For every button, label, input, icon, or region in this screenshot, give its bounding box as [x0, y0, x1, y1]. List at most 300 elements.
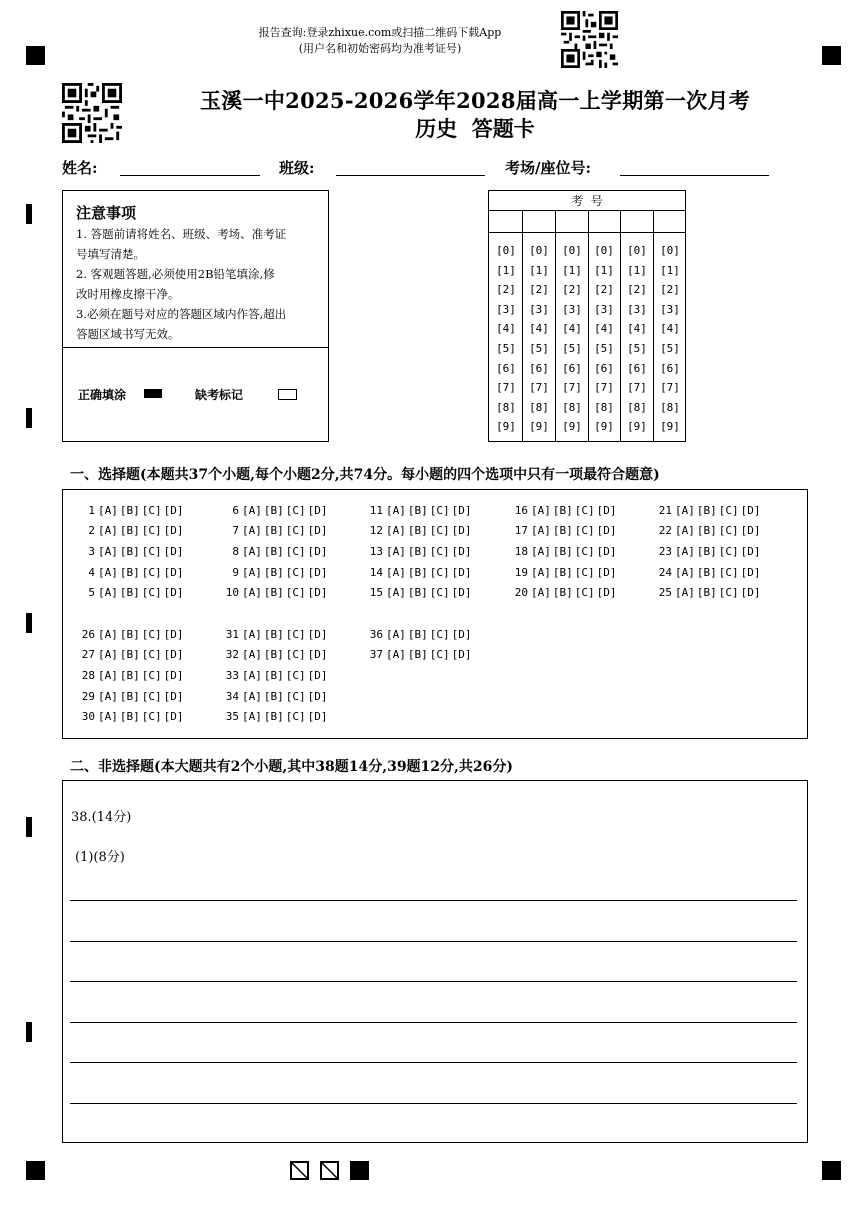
- option-bubble[interactable]: [B]: [263, 669, 284, 682]
- answer-line[interactable]: [70, 1103, 797, 1104]
- q38-label: 38.(14分): [71, 810, 132, 825]
- question-number: 34: [225, 690, 239, 703]
- option-bubble[interactable]: [C]: [285, 690, 306, 703]
- choice-question-row: [506, 586, 619, 600]
- option-bubble[interactable]: [D]: [740, 524, 761, 537]
- question-number: 31: [225, 628, 239, 641]
- question-number: 11: [369, 504, 383, 517]
- exam-digit-bubble[interactable]: [8]: [660, 400, 680, 414]
- exam-digit-bubble[interactable]: [0]: [627, 244, 647, 257]
- option-bubble[interactable]: [C]: [141, 545, 162, 558]
- seat-field[interactable]: [620, 175, 769, 176]
- option-bubble[interactable]: [B]: [696, 545, 717, 558]
- option-bubble[interactable]: [B]: [119, 504, 140, 517]
- option-bubble[interactable]: [C]: [574, 586, 595, 599]
- option-bubble[interactable]: [A]: [242, 586, 262, 599]
- exam-digit-bubble[interactable]: [1]: [562, 263, 582, 277]
- option-bubble[interactable]: [D]: [307, 524, 328, 537]
- choice-question-row: [217, 524, 330, 538]
- option-bubble[interactable]: [D]: [451, 545, 472, 558]
- question-number: 32: [225, 648, 239, 661]
- option-bubble[interactable]: [D]: [307, 545, 328, 558]
- option-bubble[interactable]: [A]: [98, 586, 118, 599]
- option-bubble[interactable]: [A]: [98, 628, 118, 641]
- exam-digit-bubble[interactable]: [4]: [660, 322, 680, 336]
- question-number: 14: [369, 566, 383, 579]
- option-bubble[interactable]: [C]: [141, 628, 162, 641]
- option-bubble[interactable]: [C]: [141, 648, 162, 661]
- exam-digit-bubble[interactable]: [9]: [562, 420, 582, 434]
- class-field[interactable]: [336, 175, 485, 176]
- question-number: 8: [232, 545, 239, 558]
- exam-digit-bubble[interactable]: [2]: [529, 283, 549, 297]
- option-bubble[interactable]: [C]: [574, 504, 595, 517]
- option-bubble[interactable]: [B]: [552, 586, 573, 599]
- option-bubble[interactable]: [B]: [407, 545, 428, 558]
- option-bubble[interactable]: [D]: [163, 586, 184, 599]
- option-bubble[interactable]: [C]: [141, 586, 162, 599]
- option-bubble[interactable]: [D]: [740, 545, 761, 558]
- option-bubble[interactable]: [A]: [242, 545, 262, 558]
- option-bubble[interactable]: [D]: [163, 504, 184, 517]
- option-bubble[interactable]: [A]: [386, 504, 406, 517]
- exam-digit-bubble[interactable]: [5]: [529, 341, 549, 355]
- question-number: 27: [81, 648, 95, 661]
- notice-title: 注意事项: [76, 204, 137, 222]
- option-bubble[interactable]: [B]: [552, 504, 573, 517]
- notice-item: 1. 答题前请将姓名、班级、考场、准考证: [76, 227, 287, 241]
- name-field[interactable]: [120, 175, 260, 176]
- exam-digit-column: [588, 241, 620, 437]
- question-number: 10: [225, 586, 239, 599]
- choice-question-row: [506, 504, 619, 518]
- exam-digit-bubble[interactable]: [7]: [594, 381, 614, 395]
- option-bubble[interactable]: [C]: [141, 690, 162, 703]
- option-bubble[interactable]: [C]: [718, 566, 739, 579]
- exam-digit-bubble[interactable]: [5]: [562, 341, 582, 355]
- option-bubble[interactable]: [A]: [531, 586, 551, 599]
- option-bubble[interactable]: [C]: [285, 586, 306, 599]
- option-bubble[interactable]: [B]: [263, 586, 284, 599]
- option-bubble[interactable]: [B]: [119, 524, 140, 537]
- question-number: 18: [514, 545, 528, 558]
- question-number: 25: [658, 586, 672, 599]
- option-bubble[interactable]: [C]: [285, 504, 306, 517]
- q38-answer-box: [62, 780, 808, 1143]
- option-bubble[interactable]: [D]: [163, 545, 184, 558]
- name-label: 姓名:: [62, 159, 98, 177]
- exam-digit-bubble[interactable]: [7]: [529, 381, 549, 395]
- answer-line[interactable]: [70, 1022, 797, 1023]
- option-bubble[interactable]: [B]: [119, 566, 140, 579]
- exam-digit-bubble[interactable]: [1]: [496, 263, 516, 277]
- option-bubble[interactable]: [D]: [307, 710, 328, 723]
- side-mark: [26, 817, 32, 837]
- option-bubble[interactable]: [C]: [141, 669, 162, 682]
- choice-question-row: [361, 586, 474, 600]
- question-number: 29: [81, 690, 95, 703]
- question-number: 15: [369, 586, 383, 599]
- exam-digit-bubble[interactable]: [5]: [594, 341, 614, 355]
- exam-digit-bubble[interactable]: [3]: [594, 302, 614, 316]
- notice-item: 2. 客观题答题,必须使用2B铅笔填涂,修: [76, 267, 275, 281]
- option-bubble[interactable]: [B]: [263, 504, 284, 517]
- qr-code-icon: [561, 11, 618, 68]
- option-bubble[interactable]: [A]: [386, 545, 406, 558]
- side-mark: [26, 613, 32, 633]
- option-bubble[interactable]: [A]: [98, 566, 118, 579]
- exam-digit-bubble[interactable]: [9]: [627, 420, 647, 434]
- option-bubble[interactable]: [A]: [675, 504, 695, 517]
- option-bubble[interactable]: [D]: [740, 586, 761, 599]
- option-bubble[interactable]: [A]: [386, 648, 406, 661]
- question-number: 19: [514, 566, 528, 579]
- answer-line[interactable]: [70, 900, 797, 901]
- exam-digit-bubble[interactable]: [0]: [594, 244, 614, 257]
- question-number: 2: [88, 524, 95, 537]
- account-hint: (用户名和初始密码均为准考证号): [298, 42, 462, 55]
- option-bubble[interactable]: [C]: [718, 504, 739, 517]
- option-bubble[interactable]: [C]: [141, 504, 162, 517]
- option-bubble[interactable]: [A]: [98, 669, 118, 682]
- option-bubble[interactable]: [D]: [307, 690, 328, 703]
- question-number: 23: [658, 545, 672, 558]
- exam-digit-bubble[interactable]: [1]: [627, 263, 647, 277]
- corner-mark-top-right: [822, 46, 841, 65]
- class-label: 班级:: [279, 159, 315, 177]
- option-bubble[interactable]: [D]: [451, 586, 472, 599]
- option-bubble[interactable]: [C]: [574, 566, 595, 579]
- exam-digit-bubble[interactable]: [4]: [627, 322, 647, 336]
- choice-question-row: [361, 524, 474, 538]
- option-bubble[interactable]: [B]: [119, 710, 140, 723]
- exam-digit-bubble[interactable]: [7]: [660, 381, 680, 395]
- exam-digit-bubble[interactable]: [8]: [496, 400, 516, 414]
- option-bubble[interactable]: [A]: [242, 566, 262, 579]
- q38-part1-label: (1)(8分): [75, 850, 125, 865]
- option-bubble[interactable]: [A]: [98, 524, 118, 537]
- exam-digit-bubble[interactable]: [8]: [529, 400, 549, 414]
- corner-mark-bottom-left: [26, 1161, 45, 1180]
- option-bubble[interactable]: [B]: [119, 545, 140, 558]
- choice-answer-box: [62, 489, 808, 739]
- grid-line: [489, 210, 685, 211]
- choice-question-row: [361, 648, 474, 662]
- exam-digit-bubble[interactable]: [6]: [627, 361, 647, 375]
- option-bubble[interactable]: [C]: [574, 524, 595, 537]
- choice-question-row: [73, 566, 186, 580]
- option-bubble[interactable]: [C]: [429, 545, 450, 558]
- option-bubble[interactable]: [D]: [307, 628, 328, 641]
- option-bubble[interactable]: [C]: [141, 524, 162, 537]
- option-bubble[interactable]: [B]: [407, 648, 428, 661]
- option-bubble[interactable]: [C]: [141, 566, 162, 579]
- absent-checkbox[interactable]: [278, 389, 297, 400]
- exam-digit-bubble[interactable]: [2]: [627, 283, 647, 297]
- exam-digit-bubble[interactable]: [3]: [496, 302, 516, 316]
- exam-digit-bubble[interactable]: [6]: [529, 361, 549, 375]
- option-bubble[interactable]: [B]: [696, 566, 717, 579]
- option-bubble[interactable]: [B]: [696, 504, 717, 517]
- exam-digit-bubble[interactable]: [6]: [660, 361, 680, 375]
- option-bubble[interactable]: [A]: [98, 690, 118, 703]
- option-bubble[interactable]: [A]: [386, 524, 406, 537]
- notice-item: 改时用橡皮擦干净。: [76, 287, 180, 301]
- exam-number-grid: [488, 190, 686, 442]
- option-bubble[interactable]: [C]: [429, 586, 450, 599]
- question-number: 36: [369, 628, 383, 641]
- choice-question-row: [73, 524, 186, 538]
- option-bubble[interactable]: [B]: [407, 566, 428, 579]
- option-bubble[interactable]: [C]: [718, 586, 739, 599]
- exam-digit-bubble[interactable]: [6]: [594, 361, 614, 375]
- choice-question-row: [73, 648, 186, 662]
- option-bubble[interactable]: [A]: [531, 545, 551, 558]
- choice-question-row: [361, 504, 474, 518]
- option-bubble[interactable]: [C]: [285, 566, 306, 579]
- exam-digit-bubble[interactable]: [0]: [496, 244, 516, 257]
- option-bubble[interactable]: [B]: [552, 524, 573, 537]
- option-bubble[interactable]: [C]: [429, 524, 450, 537]
- option-bubble[interactable]: [A]: [98, 504, 118, 517]
- exam-digit-column: [490, 241, 522, 437]
- option-bubble[interactable]: [B]: [263, 690, 284, 703]
- option-bubble[interactable]: [D]: [307, 566, 328, 579]
- option-bubble[interactable]: [C]: [429, 504, 450, 517]
- exam-digit-bubble[interactable]: [6]: [562, 361, 582, 375]
- question-number: 22: [658, 524, 672, 537]
- grid-line: [489, 232, 685, 233]
- option-bubble[interactable]: [C]: [285, 524, 306, 537]
- option-bubble[interactable]: [D]: [163, 566, 184, 579]
- option-bubble[interactable]: [B]: [552, 566, 573, 579]
- option-bubble[interactable]: [A]: [242, 504, 262, 517]
- option-bubble[interactable]: [B]: [407, 524, 428, 537]
- option-bubble[interactable]: [C]: [141, 710, 162, 723]
- question-number: 16: [514, 504, 528, 517]
- option-bubble[interactable]: [A]: [675, 586, 695, 599]
- option-bubble[interactable]: [D]: [596, 545, 617, 558]
- option-bubble[interactable]: [A]: [531, 504, 551, 517]
- exam-digit-bubble[interactable]: [2]: [594, 283, 614, 297]
- choice-question-row: [506, 545, 619, 559]
- exam-digit-bubble[interactable]: [6]: [496, 361, 516, 375]
- question-number: 13: [369, 545, 383, 558]
- option-bubble[interactable]: [C]: [285, 710, 306, 723]
- option-bubble[interactable]: [B]: [696, 524, 717, 537]
- exam-digit-bubble[interactable]: [4]: [529, 322, 549, 336]
- option-bubble[interactable]: [C]: [285, 669, 306, 682]
- choice-question-row: [361, 545, 474, 559]
- exam-number-title: 考 号: [571, 194, 603, 208]
- option-bubble[interactable]: [C]: [574, 545, 595, 558]
- option-bubble[interactable]: [A]: [386, 628, 406, 641]
- correct-fill-label: 正确填涂: [78, 388, 127, 402]
- exam-digit-bubble[interactable]: [3]: [627, 302, 647, 316]
- option-bubble[interactable]: [A]: [242, 710, 262, 723]
- option-bubble[interactable]: [B]: [119, 690, 140, 703]
- option-bubble[interactable]: [D]: [307, 504, 328, 517]
- option-bubble[interactable]: [A]: [242, 669, 262, 682]
- choice-question-row: [73, 628, 186, 642]
- option-bubble[interactable]: [D]: [451, 648, 472, 661]
- option-bubble[interactable]: [A]: [531, 524, 551, 537]
- answer-line[interactable]: [70, 981, 797, 982]
- option-bubble[interactable]: [A]: [531, 566, 551, 579]
- choice-question-row: [73, 504, 186, 518]
- side-mark: [26, 204, 32, 224]
- choice-question-row: [650, 545, 763, 559]
- option-bubble[interactable]: [B]: [119, 669, 140, 682]
- choice-question-row: [217, 586, 330, 600]
- exam-digit-column: [621, 241, 653, 437]
- option-bubble[interactable]: [B]: [552, 545, 573, 558]
- option-bubble[interactable]: [D]: [307, 648, 328, 661]
- question-number: 6: [232, 504, 239, 517]
- option-bubble[interactable]: [D]: [596, 586, 617, 599]
- option-bubble[interactable]: [A]: [386, 586, 406, 599]
- option-bubble[interactable]: [A]: [242, 628, 262, 641]
- option-bubble[interactable]: [A]: [98, 545, 118, 558]
- page-mark-crossed: [320, 1161, 339, 1180]
- option-bubble[interactable]: [D]: [451, 566, 472, 579]
- option-bubble[interactable]: [B]: [407, 628, 428, 641]
- choice-question-row: [73, 710, 186, 724]
- exam-digit-bubble[interactable]: [2]: [562, 283, 582, 297]
- exam-digit-bubble[interactable]: [2]: [496, 283, 516, 297]
- option-bubble[interactable]: [D]: [163, 690, 184, 703]
- option-bubble[interactable]: [B]: [263, 524, 284, 537]
- exam-digit-bubble[interactable]: [0]: [529, 244, 549, 257]
- exam-digit-bubble[interactable]: [5]: [627, 341, 647, 355]
- option-bubble[interactable]: [A]: [675, 524, 695, 537]
- exam-digit-bubble[interactable]: [4]: [594, 322, 614, 336]
- exam-digit-bubble[interactable]: [7]: [627, 381, 647, 395]
- exam-digit-bubble[interactable]: [3]: [660, 302, 680, 316]
- option-bubble[interactable]: [B]: [119, 648, 140, 661]
- question-number: 24: [658, 566, 672, 579]
- exam-digit-bubble[interactable]: [1]: [660, 263, 680, 277]
- option-bubble[interactable]: [A]: [675, 545, 695, 558]
- option-bubble[interactable]: [D]: [163, 710, 184, 723]
- choice-question-row: [650, 586, 763, 600]
- exam-digit-bubble[interactable]: [8]: [562, 400, 582, 414]
- option-bubble[interactable]: [C]: [429, 628, 450, 641]
- exam-digit-bubble[interactable]: [7]: [496, 381, 516, 395]
- option-bubble[interactable]: [D]: [307, 586, 328, 599]
- choice-question-row: [650, 504, 763, 518]
- option-bubble[interactable]: [B]: [263, 648, 284, 661]
- choice-question-row: [217, 690, 330, 704]
- side-mark: [26, 1022, 32, 1042]
- option-bubble[interactable]: [A]: [675, 566, 695, 579]
- option-bubble[interactable]: [D]: [163, 648, 184, 661]
- exam-digit-bubble[interactable]: [5]: [496, 341, 516, 355]
- option-bubble[interactable]: [A]: [386, 566, 406, 579]
- choice-question-row: [361, 566, 474, 580]
- option-bubble[interactable]: [D]: [596, 524, 617, 537]
- option-bubble[interactable]: [B]: [407, 504, 428, 517]
- option-bubble[interactable]: [A]: [242, 524, 262, 537]
- exam-digit-bubble[interactable]: [4]: [562, 322, 582, 336]
- option-bubble[interactable]: [C]: [718, 545, 739, 558]
- option-bubble[interactable]: [D]: [451, 524, 472, 537]
- option-bubble[interactable]: [C]: [429, 566, 450, 579]
- option-bubble[interactable]: [B]: [696, 586, 717, 599]
- exam-digit-bubble[interactable]: [5]: [660, 341, 680, 355]
- exam-digit-column: [654, 241, 686, 437]
- choice-question-row: [217, 566, 330, 580]
- exam-digit-bubble[interactable]: [9]: [594, 420, 614, 434]
- option-bubble[interactable]: [A]: [98, 648, 118, 661]
- option-bubble[interactable]: [B]: [263, 545, 284, 558]
- exam-digit-bubble[interactable]: [2]: [660, 283, 680, 297]
- exam-digit-bubble[interactable]: [9]: [496, 420, 516, 434]
- corner-mark-top-left: [26, 46, 45, 65]
- exam-digit-bubble[interactable]: [1]: [529, 263, 549, 277]
- exam-digit-bubble[interactable]: [3]: [562, 302, 582, 316]
- option-bubble[interactable]: [C]: [285, 648, 306, 661]
- option-bubble[interactable]: [A]: [242, 690, 262, 703]
- question-number: 17: [514, 524, 528, 537]
- notice-item: 答题区域书写无效。: [76, 327, 180, 341]
- option-bubble[interactable]: [C]: [718, 524, 739, 537]
- question-number: 26: [81, 628, 95, 641]
- option-bubble[interactable]: [B]: [119, 586, 140, 599]
- exam-digit-bubble[interactable]: [8]: [594, 400, 614, 414]
- question-number: 35: [225, 710, 239, 723]
- option-bubble[interactable]: [D]: [451, 504, 472, 517]
- option-bubble[interactable]: [D]: [451, 628, 472, 641]
- answer-line[interactable]: [70, 1062, 797, 1063]
- correct-fill-sample: [144, 389, 162, 398]
- exam-digit-bubble[interactable]: [0]: [562, 244, 582, 257]
- exam-digit-bubble[interactable]: [0]: [660, 244, 680, 257]
- exam-digit-bubble[interactable]: [4]: [496, 322, 516, 336]
- option-bubble[interactable]: [D]: [596, 504, 617, 517]
- choice-question-row: [73, 586, 186, 600]
- option-bubble[interactable]: [C]: [285, 628, 306, 641]
- option-bubble[interactable]: [D]: [596, 566, 617, 579]
- option-bubble[interactable]: [C]: [285, 545, 306, 558]
- option-bubble[interactable]: [B]: [263, 628, 284, 641]
- choice-question-row: [650, 566, 763, 580]
- option-bubble[interactable]: [A]: [242, 648, 262, 661]
- answer-line[interactable]: [70, 941, 797, 942]
- option-bubble[interactable]: [D]: [740, 504, 761, 517]
- option-bubble[interactable]: [D]: [163, 524, 184, 537]
- option-bubble[interactable]: [B]: [119, 628, 140, 641]
- exam-digit-bubble[interactable]: [9]: [660, 420, 680, 434]
- option-bubble[interactable]: [D]: [307, 669, 328, 682]
- option-bubble[interactable]: [D]: [163, 669, 184, 682]
- choice-question-row: [73, 669, 186, 683]
- option-bubble[interactable]: [B]: [263, 566, 284, 579]
- option-bubble[interactable]: [B]: [263, 710, 284, 723]
- option-bubble[interactable]: [B]: [407, 586, 428, 599]
- exam-digit-bubble[interactable]: [8]: [627, 400, 647, 414]
- option-bubble[interactable]: [A]: [98, 710, 118, 723]
- exam-digit-bubble[interactable]: [7]: [562, 381, 582, 395]
- exam-digit-bubble[interactable]: [3]: [529, 302, 549, 316]
- choice-question-row: [650, 524, 763, 538]
- question-number: 33: [225, 669, 239, 682]
- option-bubble[interactable]: [D]: [163, 628, 184, 641]
- exam-digit-bubble[interactable]: [1]: [594, 263, 614, 277]
- exam-digit-bubble[interactable]: [9]: [529, 420, 549, 434]
- option-bubble[interactable]: [D]: [740, 566, 761, 579]
- option-bubble[interactable]: [C]: [429, 648, 450, 661]
